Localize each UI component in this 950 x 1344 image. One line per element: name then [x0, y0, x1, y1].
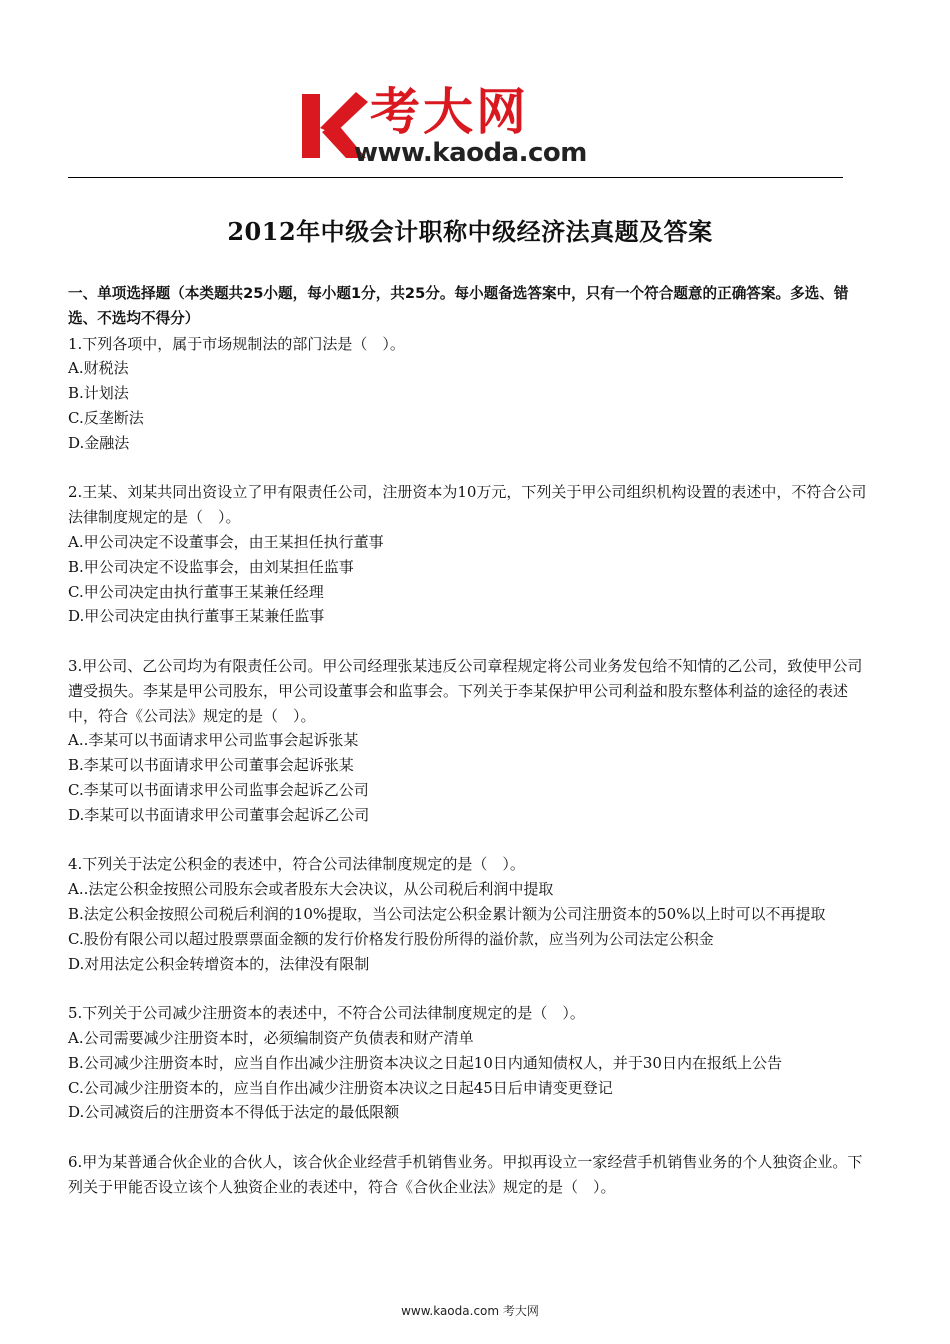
question-stem: 3.甲公司、乙公司均为有限责任公司。甲公司经理张某违反公司章程规定将公司业务发包给不知情的乙公司，致使甲公司遭受损失。李某是甲公司股东，甲公司设董事会和监事会。下列关于李某保护甲公司利益和股东整体利益的途径的表述中，符合《公司法》规定的是（ ）。	[68, 656, 863, 725]
document-body	[68, 282, 876, 1224]
option-c: C.李某可以书面请求甲公司监事会起诉乙公司	[68, 780, 369, 799]
option-c: C.股份有限公司以超过股票票面金额的发行价格发行股份所得的溢价款，应当列为公司法定公积金	[68, 929, 714, 948]
question-4	[68, 852, 876, 976]
option-d: D.甲公司决定由执行董事王某兼任监事	[68, 607, 325, 626]
question-stem: 1.下列各项中，属于市场规制法的部门法是（ ）。	[68, 334, 405, 353]
question-6	[68, 1150, 876, 1200]
option-d: D.李某可以书面请求甲公司董事会起诉乙公司	[68, 805, 370, 824]
question-stem: 4.下列关于法定公积金的表述中，符合公司法律制度规定的是（ ）。	[68, 855, 525, 874]
question-3	[68, 654, 876, 828]
option-b: B.法定公积金按照公司税后利润的10%提取，当公司法定公积金累计额为公司注册资本的50%以上时可以不再提取	[68, 904, 826, 923]
option-c: C.甲公司决定由执行董事王某兼任经理	[68, 582, 324, 601]
option-d: D.公司减资后的注册资本不得低于法定的最低限额	[68, 1103, 400, 1122]
logo-brand-text: 考大网	[370, 83, 529, 141]
question-stem: 5.下列关于公司减少注册资本的表述中，不符合公司法律制度规定的是（ ）。	[68, 1004, 585, 1023]
option-a: A.甲公司决定不设董事会，由王某担任执行董事	[68, 532, 384, 551]
kaoda-logo	[300, 83, 620, 168]
option-b: B.甲公司决定不设监事会，由刘某担任监事	[68, 557, 354, 576]
option-b: B.计划法	[68, 384, 129, 403]
question-2	[68, 480, 876, 629]
option-a: A.财税法	[68, 359, 129, 378]
question-stem: 6.甲为某普通合伙企业的合伙人，该合伙企业经营手机销售业务。甲拟再设立一家经营手机销售业务的个人独资企业。下列关于甲能否设立该个人独资企业的表述中，符合《合伙企业法》规定的是（ ）。	[68, 1152, 863, 1196]
footer-brand: 考大网	[502, 1304, 539, 1318]
option-d: D.金融法	[68, 433, 130, 452]
question-1	[68, 332, 876, 456]
option-a: A..李某可以书面请求甲公司监事会起诉张某	[68, 731, 359, 750]
option-a: A.公司需要减少注册资本时，必须编制资产负债表和财产清单	[68, 1028, 474, 1047]
header-divider	[68, 177, 843, 178]
option-b: B.公司减少注册资本时，应当自作出减少注册资本决议之日起10日内通知债权人，并于30日内在报纸上公告	[68, 1053, 782, 1072]
question-stem: 2.王某、刘某共同出资设立了甲有限责任公司，注册资本为10万元，下列关于甲公司组织机构设置的表述中，不符合公司法律制度规定的是（ ）。	[68, 483, 867, 527]
option-a: A..法定公积金按照公司股东会或者股东大会决议，从公司税后利润中提取	[68, 880, 554, 899]
document-title: 2012年中级会计职称中级经济法真题及答案	[227, 217, 713, 246]
logo-url-text: www.kaoda.com	[354, 138, 587, 168]
footer-url: www.kaoda.com	[401, 1304, 500, 1318]
option-b: B.李某可以书面请求甲公司董事会起诉张某	[68, 756, 354, 775]
page-footer	[0, 1302, 940, 1319]
option-c: C.反垄断法	[68, 408, 144, 427]
section-heading: 一、单项选择题（本类题共25小题，每小题1分，共25分。每小题备选答案中，只有一个符合题意的正确答案。多选、错选、不选均不得分）	[68, 285, 849, 327]
option-d: D.对用法定公积金转增资本的，法律没有限制	[68, 954, 370, 973]
option-c: C.公司减少注册资本的，应当自作出减少注册资本决议之日起45日后申请变更登记	[68, 1078, 613, 1097]
question-5	[68, 1001, 876, 1125]
